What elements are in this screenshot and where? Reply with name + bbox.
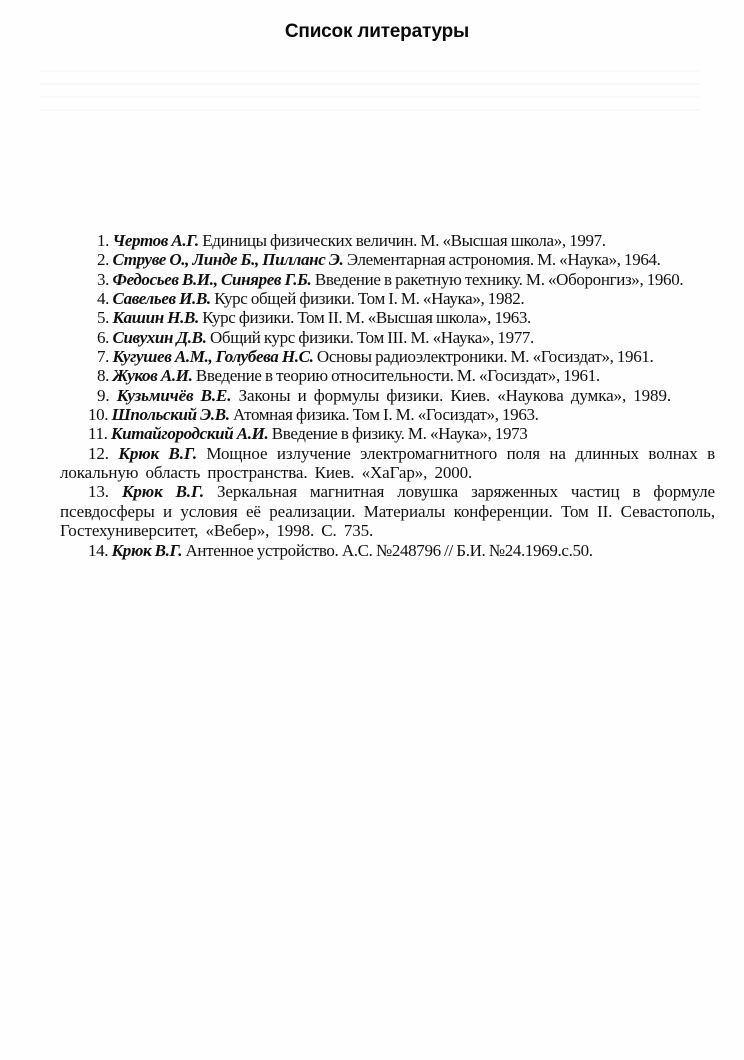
reverse-side-show-through [40, 62, 700, 122]
reference-number: 4. [97, 289, 110, 309]
reference-list [60, 231, 715, 560]
reference-number: 10. [88, 405, 109, 425]
reference-author: Жуков А.И. [112, 366, 193, 386]
reference-item [60, 347, 715, 366]
reference-item [60, 270, 715, 289]
reference-author: Струве О., Линде Б., Пилланс Э. [112, 250, 344, 270]
reference-text: Введение в физику. М. «Наука», 1973 [268, 424, 528, 444]
reference-author: Китайгородский А.И. [110, 424, 269, 444]
page-title: Список литературы [284, 21, 470, 42]
reference-number: 11. [88, 424, 108, 444]
reference-item [60, 308, 715, 327]
reference-number: 9. [97, 385, 110, 405]
reference-item [60, 405, 715, 424]
reference-text: Элементарная астрономия. М. «Наука», 1964. [343, 250, 661, 270]
reference-text: Антенное устройство. А.С. №248796 // Б.И. №24.1969.с.50. [182, 540, 593, 560]
reference-text: Общий курс физики. Том III. М. «Наука», 1977. [206, 327, 534, 347]
reference-author: Шпольский Э.В. [111, 405, 230, 425]
reference-author: Крюк В.Г. [111, 540, 183, 560]
reference-item [60, 328, 715, 347]
reference-number: 1. [97, 231, 110, 250]
reference-number: 12. [88, 443, 109, 463]
reference-author: Кашин Н.В. [112, 308, 199, 328]
reference-item [60, 482, 715, 540]
reference-item [60, 231, 715, 250]
reference-text: Единицы физических величин. М. «Высшая школа», 1997. [198, 231, 606, 250]
reference-author: Крюк В.Г. [118, 443, 197, 463]
reference-item [60, 366, 715, 385]
reference-item [60, 541, 715, 560]
reference-number: 13. [88, 482, 109, 502]
reference-number: 8. [97, 366, 110, 386]
reference-author: Кугушев А.М., Голубева Н.С. [112, 347, 314, 367]
reference-author: Сивухин Д.В. [112, 327, 207, 347]
reference-number: 3. [97, 269, 110, 289]
reference-item [60, 386, 715, 405]
reference-author: Чертов А.Г. [112, 231, 199, 250]
reference-text: Мощное излучение электромагнитного поля на длинных волнах в локальную область пространства. Киев. «ХаГар», 2000. [60, 443, 716, 483]
reference-item [60, 444, 715, 483]
reference-author: Крюк В.Г. [121, 482, 205, 502]
reference-number: 5. [97, 308, 110, 328]
reference-text: Основы радиоэлектроники. М. «Госиздат», 1961. [313, 347, 654, 367]
reference-item [60, 250, 715, 269]
reference-text: Курс физики. Том II. М. «Высшая школа», 1963. [198, 308, 531, 328]
reference-item [60, 289, 715, 308]
reference-text: Атомная физика. Том I. М. «Госиздат», 1963. [229, 405, 539, 425]
reference-author: Савельев И.В. [112, 289, 211, 309]
reference-number: 6. [97, 327, 110, 347]
reference-text: Законы и формулы физики. Киев. «Наукова думка», 1989. [231, 385, 672, 405]
reference-text: Зеркальная магнитная ловушка заряженных частиц в формуле псевдосферы и условия её реализации. Материалы конференции. Том II. Севастополь, Гостехуниверситет, «Вебер», 1998. С. 735. [60, 482, 715, 541]
reference-number: 2. [97, 250, 110, 270]
reference-text: Введение в теорию относительности. М. «Госиздат», 1961. [192, 366, 600, 386]
reference-author: Федосьев В.И., Синярев Г.Б. [112, 269, 312, 289]
reference-author: Кузьмичёв В.Е. [116, 385, 232, 405]
reference-text: Курс общей физики. Том I. М. «Наука», 1982. [210, 289, 525, 309]
reference-number: 7. [97, 347, 110, 367]
reference-text: Введение в ракетную технику. М. «Оборонгиз», 1960. [311, 269, 684, 289]
reference-number: 14. [88, 540, 109, 560]
reference-item [60, 424, 715, 443]
